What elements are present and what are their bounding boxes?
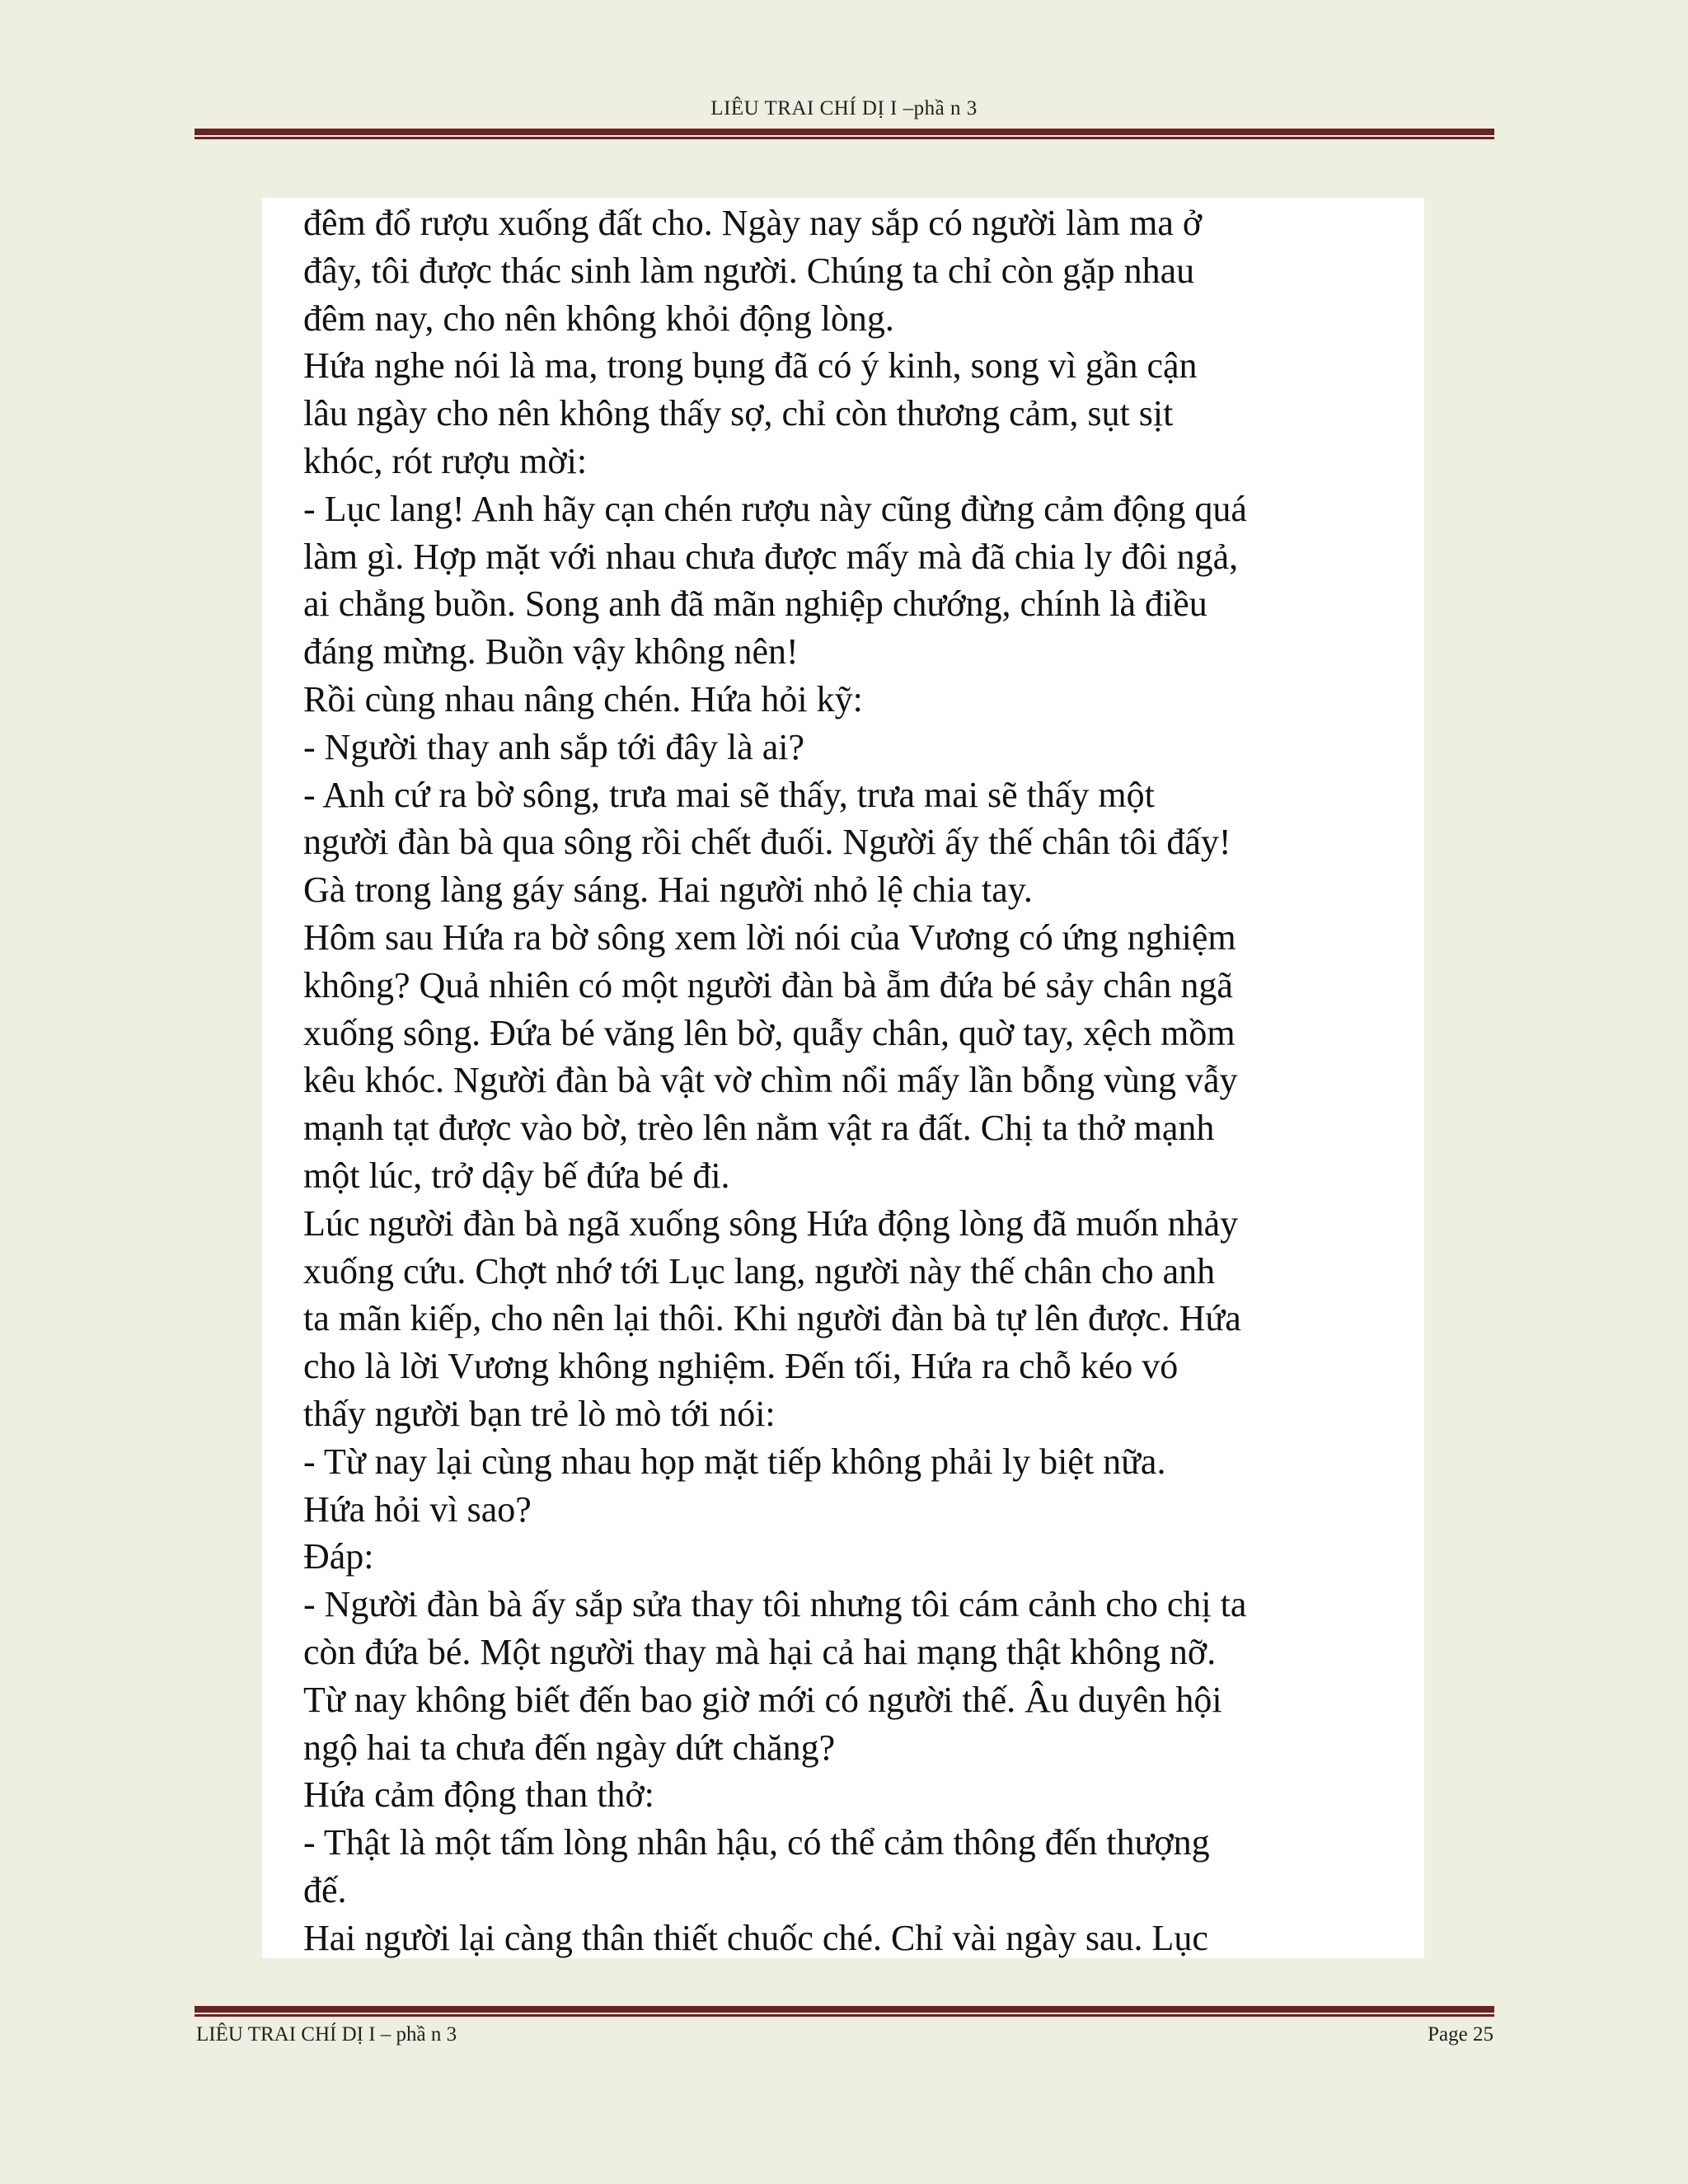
body-text	[303, 199, 1412, 1961]
text-line-7: - Lục lang! Anh hãy cạn chén rượu này cũng đừng cảm động quá	[303, 488, 1247, 529]
content-panel	[262, 198, 1424, 1958]
text-line-27: - Từ nay lại cùng nhau họp mặt tiếp không phải ly biệt nữa.	[303, 1441, 1166, 1482]
text-line-29: Đáp:	[303, 1536, 374, 1577]
text-line-32: Từ nay không biết đến bao giờ mới có người thế. Âu duyên hội	[303, 1679, 1222, 1720]
text-line-25: cho là lời Vương không nghiệm. Đến tối, Hứa ra chỗ kéo vó	[303, 1346, 1179, 1387]
text-line-23: xuống cứu. Chợt nhớ tới Lục lang, người này thế chân cho anh	[303, 1250, 1216, 1291]
text-line-16: Hôm sau Hứa ra bờ sông xem lời nói của Vương có ứng nghiệm	[303, 916, 1236, 958]
text-line-2: đây, tôi được thác sinh làm người. Chúng ta chỉ còn gặp nhau	[303, 250, 1195, 291]
page-number: Page 25	[1428, 2023, 1493, 2046]
header-rule-thin	[195, 137, 1494, 139]
text-line-34: Hứa cảm động than thở:	[303, 1774, 654, 1816]
text-line-5: lâu ngày cho nên không thấy sợ, chỉ còn thương cảm, sụt sịt	[303, 393, 1174, 434]
text-line-12: - Người thay anh sắp tới đây là ai?	[303, 726, 804, 767]
text-line-3: đêm nay, cho nên không khỏi động lòng.	[303, 298, 894, 339]
text-line-10: đáng mừng. Buồn vậy không nên!	[303, 631, 799, 673]
text-line-17: không? Quả nhiên có một người đàn bà ẵm đứa bé sảy chân ngã	[303, 964, 1233, 1005]
text-line-37: Hai người lại càng thân thiết chuốc ché. Chỉ vài ngày sau. Lục	[303, 1917, 1208, 1958]
header-rule	[195, 129, 1494, 140]
text-line-9: ai chẳng buồn. Song anh đã mãn nghiệp chướng, chính là điều	[303, 583, 1207, 625]
text-line-13: - Anh cứ ra bờ sông, trưa mai sẽ thấy, trưa mai sẽ thấy một	[303, 774, 1155, 815]
footer-rule-thick	[195, 2006, 1494, 2013]
text-line-35: - Thật là một tấm lòng nhân hậu, có thể cảm thông đến thượng	[303, 1822, 1210, 1863]
text-line-11: Rồi cùng nhau nâng chén. Hứa hỏi kỹ:	[303, 678, 863, 719]
text-line-30: - Người đàn bà ấy sắp sửa thay tôi nhưng tôi cám cảnh cho chị ta	[303, 1584, 1247, 1625]
running-header: LIÊU TRAI CHÍ DỊ I –phầ n 3	[710, 97, 978, 120]
text-line-21: một lúc, trở dậy bế đứa bé đi.	[303, 1155, 730, 1196]
text-line-26: thấy người bạn trẻ lò mò tới nói:	[303, 1393, 776, 1434]
header-rule-thick	[195, 129, 1494, 135]
text-line-28: Hứa hỏi vì sao?	[303, 1488, 532, 1530]
text-line-4: Hứa nghe nói là ma, trong bụng đã có ý kinh, song vì gần cận	[303, 345, 1198, 387]
text-line-31: còn đứa bé. Một người thay mà hại cả hai mạng thật không nỡ.	[303, 1631, 1217, 1672]
text-line-36: đế.	[303, 1869, 347, 1910]
text-line-20: mạnh tạt được vào bờ, trèo lên nằm vật ra đất. Chị ta thở mạnh	[303, 1108, 1215, 1149]
footer-rule	[195, 2006, 1494, 2018]
text-line-14: người đàn bà qua sông rồi chết đuối. Người ấy thế chân tôi đấy!	[303, 822, 1231, 863]
text-line-15: Gà trong làng gáy sáng. Hai người nhỏ lệ chia tay.	[303, 869, 1033, 911]
text-line-8: làm gì. Hợp mặt với nhau chưa được mấy mà đã chia ly đôi ngả,	[303, 536, 1239, 577]
text-line-1: đêm đổ rượu xuống đất cho. Ngày nay sắp có người làm ma ở	[303, 203, 1203, 243]
footer-title: LIÊU TRAI CHÍ DỊ I – phầ n 3	[196, 2023, 457, 2046]
footer-rule-thin	[195, 2014, 1494, 2017]
text-line-18: xuống sông. Đứa bé văng lên bờ, quẫy chân, quờ tay, xệch mồm	[303, 1012, 1236, 1053]
text-line-19: kêu khóc. Người đàn bà vật vờ chìm nổi mấy lần bỗng vùng vẫy	[303, 1060, 1238, 1101]
text-line-6: khóc, rót rượu mời:	[303, 440, 588, 481]
text-line-22: Lúc người đàn bà ngã xuống sông Hứa động lòng đã muốn nhảy	[303, 1202, 1239, 1244]
text-line-33: ngộ hai ta chưa đến ngày dứt chăng?	[303, 1727, 836, 1768]
text-line-24: ta mãn kiếp, cho nên lại thôi. Khi người đàn bà tự lên được. Hứa	[303, 1298, 1241, 1339]
